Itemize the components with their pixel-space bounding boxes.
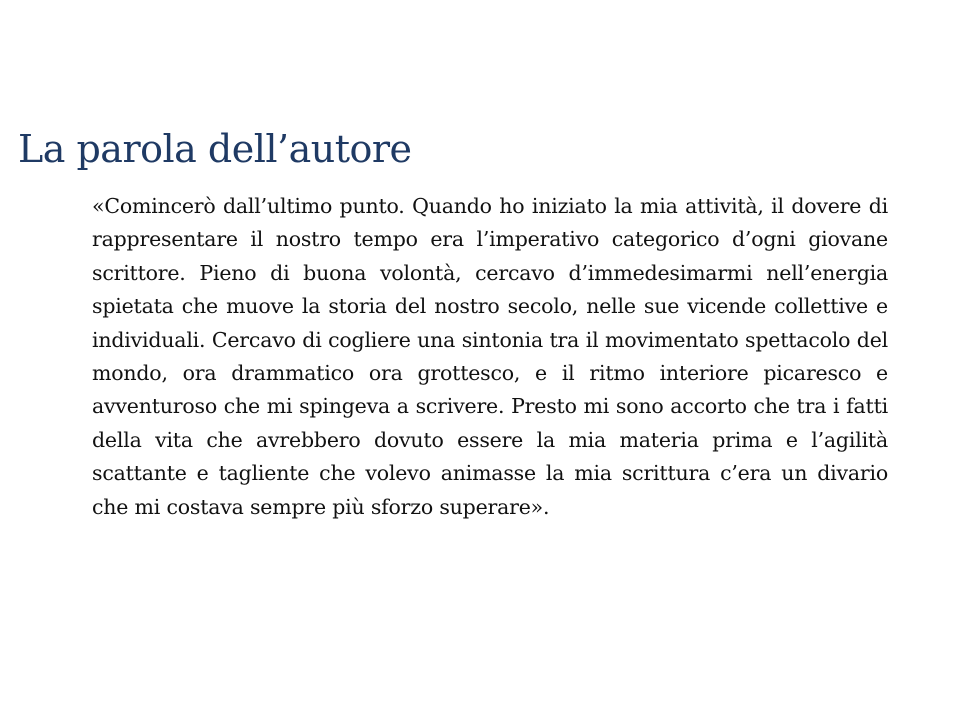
author-quote: «Comincerò dall’ultimo punto. Quando ho iniziato la mia attività, il dovere di rappresentare il nostro tempo era l’imperativo categorico d’ogni giovane scrittore. Pieno di buona volontà, cercavo d’immedesimarmi nell’energia spietata che muove la storia del nostro secolo, nelle sue vicende collettive e individuali. Cercavo di cogliere una sintonia tra il movimentato spettacolo del mondo, ora drammatico ora grottesco, e il ritmo interiore picaresco e avventuroso che mi spingeva a scrivere. Presto mi sono accorto che tra i fatti della vita che avrebbero dovuto essere la mia materia prima e l’agilità scattante e tagliente che volevo animasse la mia scrittura c’era un divario che mi costava sempre più sforzo superare». xyxy=(92,194,888,519)
slide-title: La parola dell’autore xyxy=(18,127,412,171)
